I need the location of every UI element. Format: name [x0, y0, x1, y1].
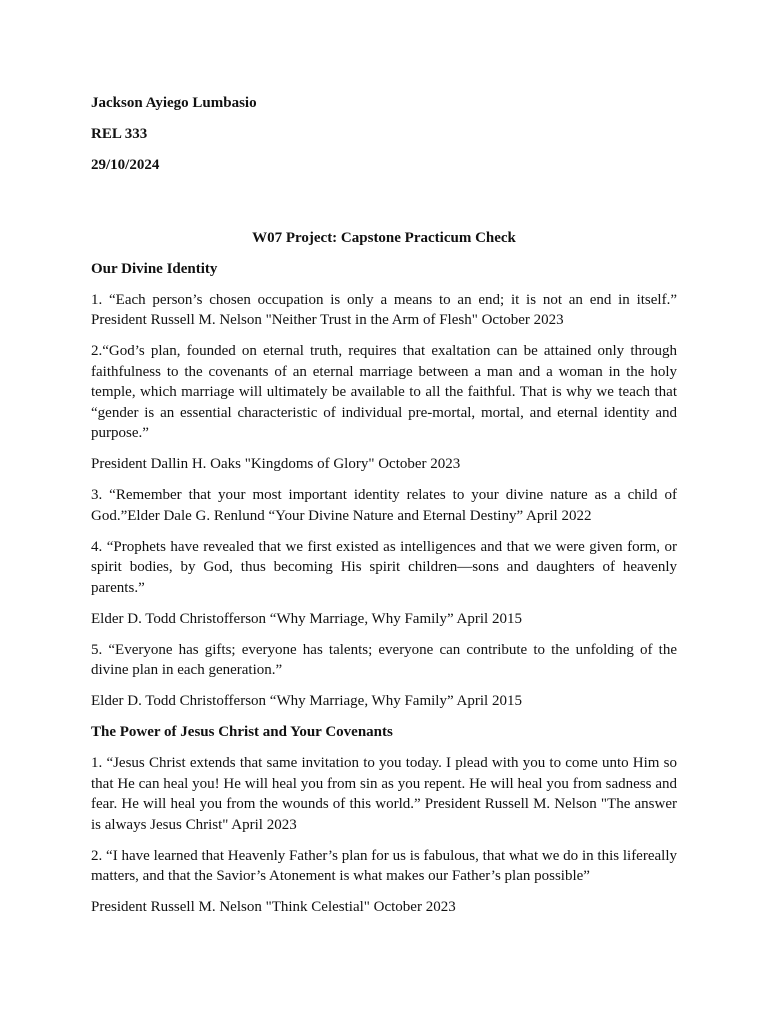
quote-5-source: Elder D. Todd Christofferson “Why Marriage, Why Family” April 2015 [91, 693, 522, 709]
document-title: W07 Project: Capstone Practicum Check [252, 229, 516, 246]
quote-5: 5. “Everyone has gifts; everyone has talents; everyone can contribute to the unfolding of the divine plan in each generation.” [91, 641, 677, 678]
quote-7: 2. “I have learned that Heavenly Father’s plan for us is fabulous, that what we do in this lifereally matters, and that the Savior’s Atonement is what makes our Father’s plan possible” [91, 847, 677, 884]
document-date: 29/10/2024 [91, 157, 160, 173]
quote-2-source: President Dallin H. Oaks "Kingdoms of Glory" October 2023 [91, 456, 461, 472]
quote-2: 2.“God’s plan, founded on eternal truth, requires that exaltation can be attained only through faithfulness to the covenants of an eternal marriage between a man and a woman in the holy temple, which marriage will ultimately be available to all the faithful. That is why we teach that “gender is an essential characteristic of individual pre-mortal, mortal, and eternal identity and purpose.” [91, 343, 677, 441]
section-heading-divine-identity: Our Divine Identity [91, 260, 218, 277]
author-name: Jackson Ayiego Lumbasio [91, 95, 257, 111]
quote-6: 1. “Jesus Christ extends that same invitation to you today. I plead with you to come unto Him so that He can heal you! He will heal you from sin as you repent. He will heal you from sadness and fear. He will heal you from the wounds of this world.” President Russell M. Nelson "The answer is always Jesus Christ" April 2023 [91, 755, 677, 833]
section-heading-power-of-christ: The Power of Jesus Christ and Your Covenants [91, 724, 393, 740]
quote-4: 4. “Prophets have revealed that we first existed as intelligences and that we were given form, or spirit bodies, by God, thus becoming His spirit children—sons and daughters of heavenly parents.” [91, 538, 677, 596]
quote-7-source: President Russell M. Nelson "Think Celestial" October 2023 [91, 899, 456, 915]
quote-4-source: Elder D. Todd Christofferson “Why Marriage, Why Family” April 2015 [91, 610, 522, 627]
course-code: REL 333 [91, 126, 148, 142]
quote-1: 1. “Each person’s chosen occupation is only a means to an end; it is not an end in itself.” President Russell M. Nelson "Neither Trust in the Arm of Flesh" October 2023 [91, 291, 677, 328]
quote-3: 3. “Remember that your most important identity relates to your divine nature as a child of God.”Elder Dale G. Renlund “Your Divine Nature and Eternal Destiny” April 2022 [91, 487, 677, 524]
